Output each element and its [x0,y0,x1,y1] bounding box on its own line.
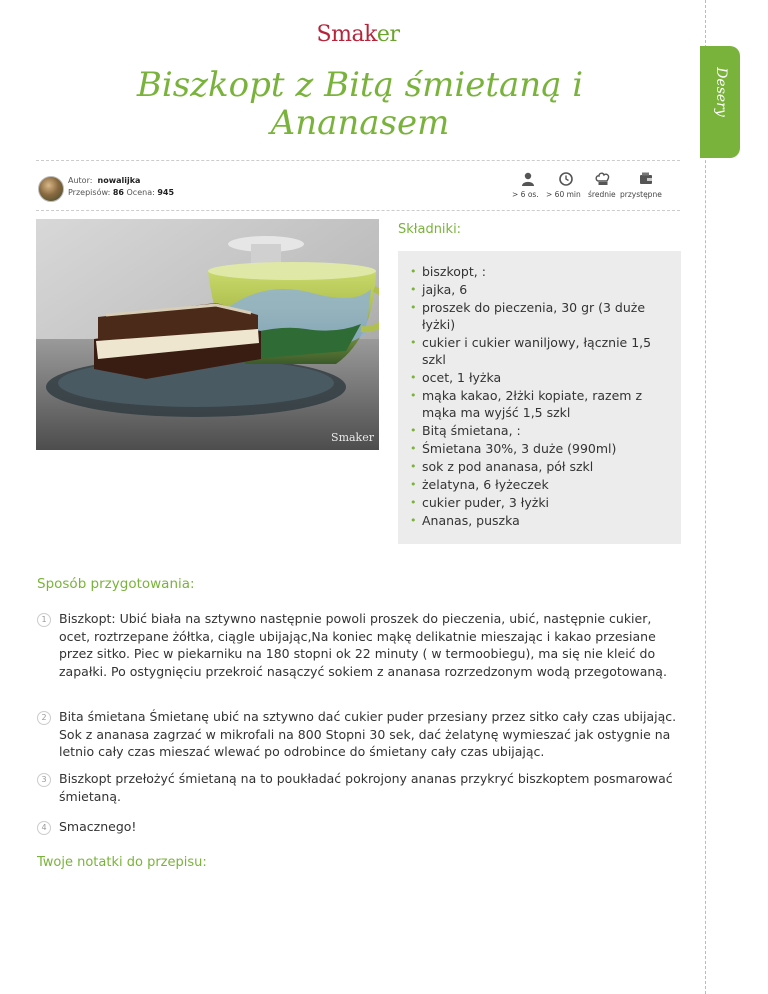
avatar [38,176,64,202]
clock-icon [559,172,573,186]
person-icon [521,172,535,186]
category-tab [700,46,740,158]
ingredient-item: • Śmietana 30%, 3 duże (990ml) [410,441,617,456]
cost: przystępne [636,172,656,185]
divider [36,160,680,161]
author-name: nowalijka [97,176,141,185]
ingredient-item: • jajka, 6 [410,282,468,297]
step-4 [37,818,677,836]
ingredients-list [398,251,681,529]
step-2 [37,708,677,761]
step-number: 2 [37,711,51,725]
cake-photo-illustration [36,219,379,450]
ingredient-item: • proszek do pieczenia, 30 gr (3 duże łyżki) [410,300,646,332]
category-label: Desery [713,67,729,117]
servings: > 6 os. [518,172,538,186]
ingredient-item: • sok z pod ananasa, pół szkl [410,459,594,474]
difficulty: średnie [593,172,613,186]
ingredients-heading: Składniki: [398,222,462,237]
step-text: Biszkopt przełożyć śmietaną na to poukładać pokrojony ananas przykryć biszkoptem posmarować śmietaną. [59,771,673,804]
ingredient-item: • cukier i cukier waniljowy, łącznie 1,5 szkl [410,335,652,367]
recipe-title: Biszkopt z Bitą śmietaną i Ananasem [136,65,584,143]
ingredient-item: • Ananas, puszka [410,513,520,528]
ingredient-item: • mąka kakao, 2łżki kopiate, razem z mąka ma wyjść 1,5 szkl [410,388,643,420]
ingredient-item: • ocet, 1 łyżka [410,370,502,385]
chef-hat-icon [595,172,611,186]
step-text: Biszkopt: Ubić biała na sztywno następnie powoli proszek do pieczenia, ubić, następnie cukier, ocet, roztrzepane żółtka, ciągle ubijając,Na koniec mąkę delikatnie mieszając i kakao przesiane przez sitko. Piec w piekarniku na 180 stopni ok 22 minuty ( w termoobiegu), ma się nie kleić do zapałki. Po ostygnięciu przekroić nasączyć sokiem z ananasa rozrzedzonym wodą przegotowaną. [59,611,667,679]
step-text: Bita śmietana Śmietanę ubić na sztywno dać cukier puder przesiany przez sitko cały czas ubijając. Sok z ananasa zagrzać w mikrofali na 800 Stopni 30 sek, dać żelatynę wymieszać jak ostygnie na letnio cały czas mieszać wlewać po odrobince do śmietany cały czas ubijając. [59,709,677,759]
ingredient-item: • Bitą śmietana, : [410,423,521,438]
ingredient-item: • cukier puder, 3 łyżki [410,495,550,510]
step-1 [37,610,677,680]
recipe-photo [36,219,379,450]
ingredient-item: • żelatyna, 6 łyżeczek [410,477,549,492]
ingredient-item: • biszkopt, : [410,264,486,279]
notes-heading: Twoje notatki do przepisu: [37,855,207,870]
step-number: 3 [37,773,51,787]
wallet-icon [639,172,653,185]
smaker-logo: Smaker [316,22,400,47]
preparation-heading: Sposób przygotowania: [37,576,195,592]
step-3 [37,770,677,805]
photo-watermark: Smaker [331,431,374,444]
step-number: 4 [37,821,51,835]
author-info: Autor: nowalijka Przepisów: 86 Ocena: 945 [68,176,175,197]
divider [36,210,680,211]
step-text: Smacznego! [59,819,137,834]
prep-time: > 60 min [556,172,576,186]
step-number: 1 [37,613,51,627]
ingredients-box [398,251,681,544]
